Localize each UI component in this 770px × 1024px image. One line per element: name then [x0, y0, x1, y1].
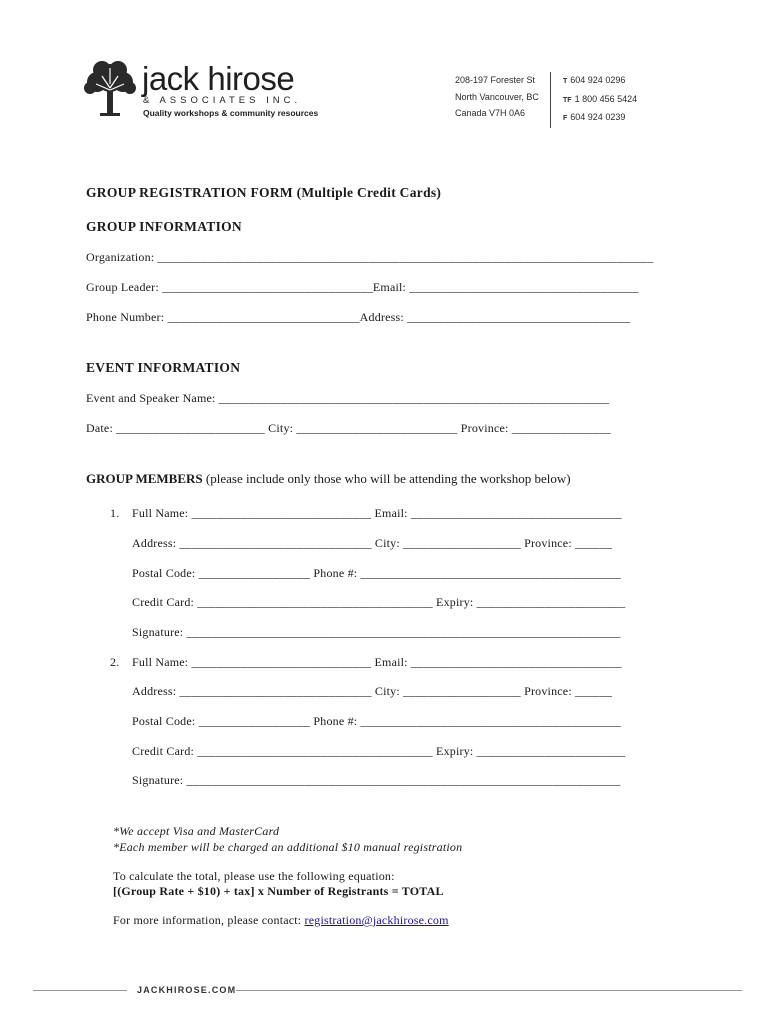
group-info-heading: GROUP INFORMATION [86, 219, 242, 234]
member-credit-card-field[interactable]: Credit Card: ______________________________________ Expiry: ________________________ [132, 744, 626, 758]
footer-rule-left [33, 990, 127, 991]
member-name-email-field[interactable]: Full Name: _____________________________ Email: __________________________________ [132, 655, 622, 669]
company-address [455, 72, 539, 122]
date-city-province-field[interactable]: Date: ________________________ City: __________________________ Province: ________________ [86, 421, 611, 435]
contact-line [113, 913, 449, 928]
fee-note: *Each member will be charged an additional $10 manual registration [113, 840, 463, 854]
group-members-heading-row [86, 471, 571, 487]
phone-label: F [563, 115, 568, 122]
event-speaker-field[interactable]: Event and Speaker Name: _______________________________________________________________ [86, 391, 610, 405]
phone-value: 604 924 0296 [570, 75, 626, 85]
address-line: Canada V7H 0A6 [455, 108, 526, 118]
member-address-field[interactable]: Address: _______________________________ City: ___________________ Province: ______ [132, 536, 613, 550]
logo-name: jack hirose [142, 60, 295, 97]
member-number: 2. [110, 655, 120, 669]
contact-email-link[interactable]: registration@jackhirose.com [304, 913, 449, 927]
leader-email-field[interactable]: Group Leader: __________________________________Email: _____________________________________ [86, 280, 639, 294]
address-line: North Vancouver, BC [455, 91, 539, 102]
footer-rule-right [236, 990, 742, 991]
phone-label: TF [563, 96, 572, 104]
member-address-field[interactable]: Address: _______________________________ City: ___________________ Province: ______ [132, 684, 613, 698]
member-signature-field[interactable]: Signature: ______________________________________________________________________ [132, 625, 621, 639]
logo-tagline: Quality workshops & community resources [143, 108, 319, 118]
total-equation: [(Group Rate + $10) + tax] x Number of Registrants = TOTAL [113, 884, 444, 898]
phone-line [563, 109, 637, 128]
phone-line [563, 72, 637, 91]
phone-address-field[interactable]: Phone Number: _______________________________Address: ____________________________________ [86, 310, 631, 324]
member-postal-phone-field[interactable]: Postal Code: __________________ Phone #: __________________________________________ [132, 566, 621, 580]
event-info-heading: EVENT INFORMATION [86, 360, 241, 375]
company-phones [563, 72, 637, 128]
member-postal-phone-field[interactable]: Postal Code: __________________ Phone #: __________________________________________ [132, 714, 621, 728]
contact-prefix: For more information, please contact: [113, 913, 305, 927]
group-members-note: (please include only those who will be attending the workshop below) [205, 471, 571, 486]
tree-logo-icon [82, 58, 138, 118]
form-title: GROUP REGISTRATION FORM (Multiple Credit Cards) [86, 185, 442, 200]
group-members-heading: GROUP MEMBERS [86, 471, 203, 486]
organization-field[interactable]: Organization: ________________________________________________________________________________ [86, 250, 654, 264]
header-divider [550, 72, 551, 128]
member-name-email-field[interactable]: Full Name: _____________________________ Email: __________________________________ [132, 506, 622, 520]
phone-label: T [563, 78, 568, 85]
member-signature-field[interactable]: Signature: ______________________________________________________________________ [132, 773, 621, 787]
member-number: 1. [110, 506, 120, 520]
member-credit-card-field[interactable]: Credit Card: ______________________________________ Expiry: ________________________ [132, 595, 626, 609]
footer-site: JACKHIROSE.COM [137, 985, 237, 995]
address-line: 208-197 Forester St [455, 75, 536, 85]
phone-value: 604 924 0239 [570, 112, 626, 122]
phone-value: 1 800 456 5424 [574, 93, 638, 104]
phone-line [563, 91, 637, 110]
calc-intro: To calculate the total, please use the following equation: [113, 869, 395, 883]
logo-subtitle: & ASSOCIATES INC. [143, 95, 302, 106]
card-note: *We accept Visa and MasterCard [113, 824, 280, 838]
